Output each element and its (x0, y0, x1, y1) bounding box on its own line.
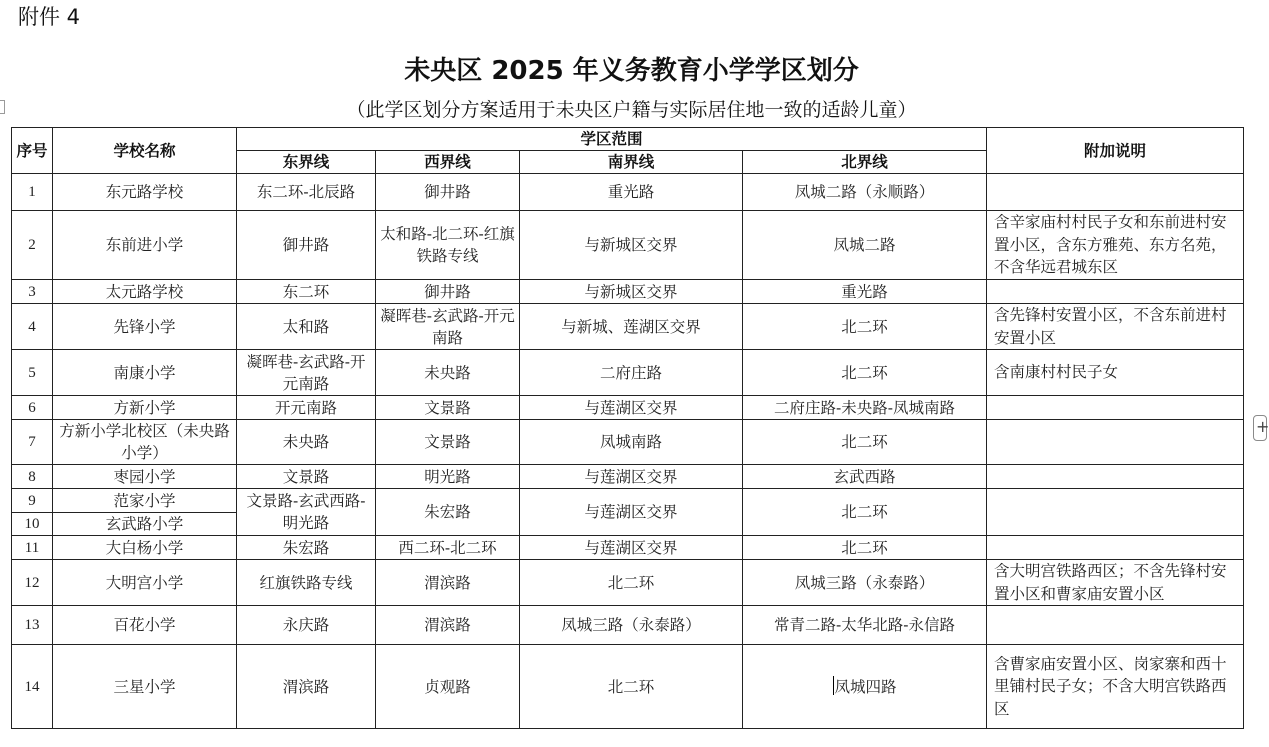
west-boundary: 渭滨路 (376, 606, 520, 645)
header-seq: 序号 (12, 128, 53, 174)
east-boundary: 渭滨路 (237, 645, 376, 729)
west-boundary: 明光路 (376, 465, 520, 489)
school-name: 大白杨小学 (53, 536, 237, 560)
west-boundary: 贞观路 (376, 645, 520, 729)
school-district-table (11, 127, 1244, 729)
east-boundary: 凝晖巷-玄武路-开元南路 (237, 350, 376, 396)
north-boundary: 北二环 (743, 489, 987, 536)
additional-note (987, 174, 1244, 211)
north-boundary: 常青二路-太华北路-永信路 (743, 606, 987, 645)
west-boundary: 未央路 (376, 350, 520, 396)
row-number: 7 (12, 420, 53, 465)
school-name: 枣园小学 (53, 465, 237, 489)
row-number: 2 (12, 211, 53, 280)
north-boundary: 北二环 (743, 304, 987, 350)
text-cursor (833, 676, 834, 695)
south-boundary: 重光路 (520, 174, 743, 211)
table-row (12, 606, 1244, 645)
additional-note (987, 420, 1244, 465)
row-number: 5 (12, 350, 53, 396)
additional-note: 含先锋村安置小区，不含东前进村安置小区 (987, 304, 1244, 350)
west-boundary: 西二环-北二环 (376, 536, 520, 560)
east-boundary: 永庆路 (237, 606, 376, 645)
north-boundary-text: 凤城四路 (834, 677, 897, 696)
table-row (12, 465, 1244, 489)
document-title: 未央区 2025 年义务教育小学学区划分 (404, 56, 859, 86)
school-name: 东元路学校 (53, 174, 237, 211)
school-name: 南康小学 (53, 350, 237, 396)
west-boundary: 文景路 (376, 420, 520, 465)
table-row (12, 211, 1244, 280)
north-boundary: 二府庄路-未央路-凤城南路 (743, 396, 987, 420)
west-boundary: 渭滨路 (376, 560, 520, 606)
table-row (12, 420, 1244, 465)
north-boundary: 玄武西路 (743, 465, 987, 489)
table-row (12, 350, 1244, 396)
header-scope: 学区范围 (237, 128, 987, 151)
attachment-label: 附件 4 (18, 5, 81, 29)
west-boundary: 御井路 (376, 174, 520, 211)
east-boundary: 开元南路 (237, 396, 376, 420)
north-boundary: 北二环 (743, 350, 987, 396)
north-boundary: 凤城二路（永顺路） (743, 174, 987, 211)
additional-note (987, 280, 1244, 304)
additional-note: 含南康村村民子女 (987, 350, 1244, 396)
east-boundary: 文景路-玄武西路-明光路 (237, 489, 376, 536)
row-number: 1 (12, 174, 53, 211)
east-boundary: 朱宏路 (237, 536, 376, 560)
row-number: 13 (12, 606, 53, 645)
south-boundary: 北二环 (520, 645, 743, 729)
table-row (12, 280, 1244, 304)
header-school: 学校名称 (53, 128, 237, 174)
row-number: 12 (12, 560, 53, 606)
header-east: 东界线 (237, 151, 376, 174)
school-name: 先锋小学 (53, 304, 237, 350)
east-boundary: 御井路 (237, 211, 376, 280)
south-boundary: 与莲湖区交界 (520, 536, 743, 560)
south-boundary: 凤城南路 (520, 420, 743, 465)
table-row (12, 645, 1244, 729)
row-number: 9 (12, 489, 53, 513)
south-boundary: 与新城区交界 (520, 280, 743, 304)
north-boundary: 凤城二路 (743, 211, 987, 280)
row-number: 11 (12, 536, 53, 560)
school-name: 玄武路小学 (53, 513, 237, 536)
row-number: 14 (12, 645, 53, 729)
table-row (12, 396, 1244, 420)
additional-note: 含大明宫铁路西区；不含先锋村安置小区和曹家庙安置小区 (987, 560, 1244, 606)
north-boundary: 重光路 (743, 280, 987, 304)
school-name: 百花小学 (53, 606, 237, 645)
table-row (12, 536, 1244, 560)
additional-note (987, 489, 1244, 536)
plus-icon: + (1256, 417, 1269, 436)
north-boundary[interactable] (743, 645, 987, 729)
header-north: 北界线 (743, 151, 987, 174)
east-boundary: 文景路 (237, 465, 376, 489)
north-boundary: 北二环 (743, 420, 987, 465)
school-name: 大明宫小学 (53, 560, 237, 606)
school-name: 三星小学 (53, 645, 237, 729)
south-boundary: 与新城、莲湖区交界 (520, 304, 743, 350)
row-number: 4 (12, 304, 53, 350)
additional-note (987, 396, 1244, 420)
north-boundary: 凤城三路（永泰路） (743, 560, 987, 606)
table-add-handle[interactable] (1253, 415, 1267, 441)
west-boundary: 凝晖巷-玄武路-开元南路 (376, 304, 520, 350)
table-row (12, 174, 1244, 211)
west-boundary: 文景路 (376, 396, 520, 420)
row-number: 6 (12, 396, 53, 420)
additional-note: 含辛家庙村村民子女和东前进村安置小区，含东方雅苑、东方名苑，不含华远君城东区 (987, 211, 1244, 280)
additional-note (987, 606, 1244, 645)
east-boundary: 红旗铁路专线 (237, 560, 376, 606)
row-number: 10 (12, 513, 53, 536)
east-boundary: 太和路 (237, 304, 376, 350)
margin-marker-icon (0, 100, 5, 114)
school-name: 方新小学北校区（未央路小学） (53, 420, 237, 465)
north-boundary: 北二环 (743, 536, 987, 560)
south-boundary: 与莲湖区交界 (520, 465, 743, 489)
south-boundary: 与莲湖区交界 (520, 396, 743, 420)
header-west: 西界线 (376, 151, 520, 174)
west-boundary: 朱宏路 (376, 489, 520, 536)
header-note: 附加说明 (987, 128, 1244, 174)
south-boundary: 与莲湖区交界 (520, 489, 743, 536)
south-boundary: 北二环 (520, 560, 743, 606)
table-row (12, 489, 1244, 513)
school-name: 太元路学校 (53, 280, 237, 304)
header-south: 南界线 (520, 151, 743, 174)
south-boundary: 二府庄路 (520, 350, 743, 396)
east-boundary: 东二环-北辰路 (237, 174, 376, 211)
south-boundary: 与新城区交界 (520, 211, 743, 280)
west-boundary: 太和路-北二环-红旗铁路专线 (376, 211, 520, 280)
school-name: 东前进小学 (53, 211, 237, 280)
south-boundary: 凤城三路（永泰路） (520, 606, 743, 645)
additional-note: 含曹家庙安置小区、岗家寨和西十里铺村民子女；不含大明宫铁路西区 (987, 645, 1244, 729)
east-boundary: 未央路 (237, 420, 376, 465)
row-number: 3 (12, 280, 53, 304)
school-name: 方新小学 (53, 396, 237, 420)
school-name: 范家小学 (53, 489, 237, 513)
document-subtitle: （此学区划分方案适用于未央区户籍与实际居住地一致的适龄儿童） (346, 99, 917, 121)
row-number: 8 (12, 465, 53, 489)
west-boundary: 御井路 (376, 280, 520, 304)
table-row (12, 304, 1244, 350)
table-row (12, 560, 1244, 606)
east-boundary: 东二环 (237, 280, 376, 304)
additional-note (987, 465, 1244, 489)
additional-note (987, 536, 1244, 560)
